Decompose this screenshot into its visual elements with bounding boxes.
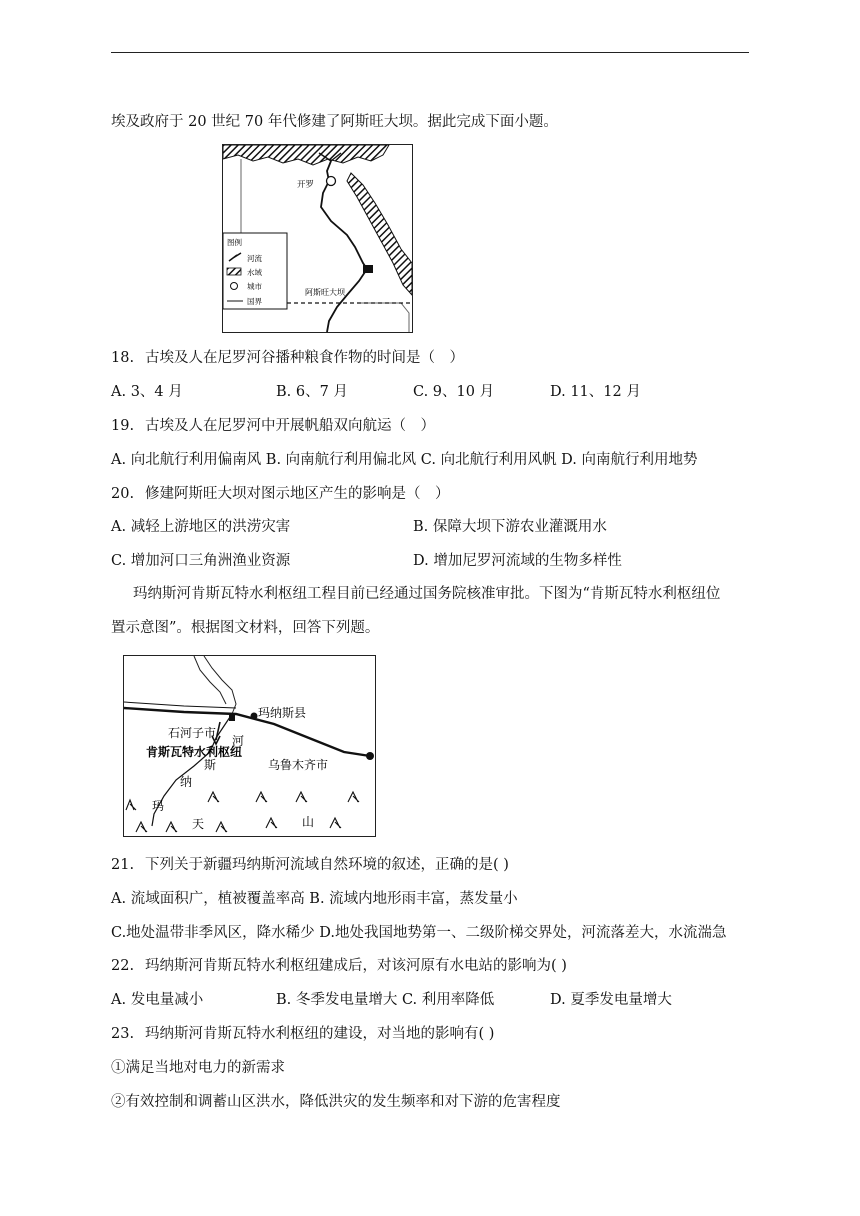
q23-statement-1: ①满足当地对电力的新需求 [111, 1060, 285, 1076]
legend-city: 城市 [247, 282, 262, 291]
mountain-char-shan: 山 [302, 815, 315, 829]
manas-map-svg [124, 656, 375, 836]
q20-text: 修建阿斯旺大坝对图示地区产生的影响是（ ） [145, 486, 450, 502]
legend-border: 国界 [247, 297, 262, 306]
mountain-char-tian: 天 [192, 817, 205, 831]
legend-city-icon [231, 283, 238, 290]
river-char-si: 斯 [204, 758, 217, 772]
intro-text-1: 埃及政府于 20 世纪 70 年代修建了阿斯旺大坝。据此完成下面小题。 [111, 114, 558, 130]
q20-number: 20. [111, 486, 135, 502]
legend-water-icon [227, 268, 241, 275]
q18-option-b: B. 6、7 月 [276, 384, 348, 400]
q18-option-c: C. 9、10 月 [413, 384, 495, 400]
q18-option-d: D. 11、12 月 [550, 384, 641, 400]
q19-options: A. 向北航行利用偏南风 B. 向南航行利用偏北风 C. 向北航行利用风帆 D. 向南航行利用地势 [111, 452, 698, 468]
urumqi-label: 乌鲁木齐市 [268, 758, 329, 772]
kensiwate-hub-label: 肯斯瓦特水利枢纽 [146, 745, 243, 759]
river-char-na: 纳 [180, 775, 193, 789]
q20-option-a: A. 减轻上游地区的洪涝灾害 [111, 519, 291, 535]
q22-text: 玛纳斯河肯斯瓦特水利枢纽建成后，对该河原有水电站的影响为( ) [145, 958, 567, 974]
q20-stem [111, 484, 450, 504]
aswan-dam-label: 阿斯旺大坝 [305, 288, 345, 297]
cairo-label: 开罗 [297, 180, 315, 190]
q18-text: 古埃及人在尼罗河谷播种粮食作物的时间是（ ） [145, 350, 464, 366]
intro-text-2-line-1: 玛纳斯河肯斯瓦特水利枢纽工程目前已经通过国务院核准审批。下图为“肯斯瓦特水利枢纽位 [133, 586, 721, 602]
q21-number: 21. [111, 857, 135, 873]
river-char-ma: 玛 [152, 799, 165, 813]
shihezi-label: 石河子市 [168, 726, 217, 740]
aswan-dam-marker [363, 265, 373, 273]
q21-text: 下列关于新疆玛纳斯河流域自然环境的叙述，正确的是( ) [145, 857, 509, 873]
nile-map-svg [223, 145, 412, 332]
q18-option-a: A. 3、4 月 [111, 384, 183, 400]
shihezi-city-marker [229, 715, 235, 721]
legend-title: 图例 [227, 238, 242, 247]
q21-options-line-2: C.地处温带非季风区，降水稀少 D.地处我国地势第一、二级阶梯交界处，河流落差大，水流湍急 [111, 925, 727, 941]
nile-map [222, 144, 413, 333]
q20-option-d: D. 增加尼罗河流域的生物多样性 [413, 553, 622, 569]
manas-county-label: 玛纳斯县 [258, 706, 307, 720]
manas-map [123, 655, 376, 837]
q22-option-bc: B. 冬季发电量增大 C. 利用率降低 [276, 992, 495, 1008]
q22-stem [111, 956, 567, 976]
urumqi-city-marker [366, 752, 374, 760]
q18-stem [111, 348, 464, 368]
q19-number: 19. [111, 418, 135, 434]
legend-river: 河流 [247, 254, 262, 263]
q19-stem [111, 416, 435, 436]
cairo-city-marker [327, 177, 336, 186]
q21-stem [111, 855, 509, 875]
q19-text: 古埃及人在尼罗河中开展帆船双向航运（ ） [145, 418, 435, 434]
q20-option-b: B. 保障大坝下游农业灌溉用水 [413, 519, 607, 535]
q22-option-a: A. 发电量减小 [111, 992, 204, 1008]
manas-county-marker [251, 713, 258, 720]
legend-water: 水域 [247, 268, 262, 277]
q23-number: 23. [111, 1026, 135, 1042]
river-char-he: 河 [232, 734, 245, 748]
header-rule [111, 52, 749, 53]
q22-option-d: D. 夏季发电量增大 [550, 992, 672, 1008]
q23-statement-2: ②有效控制和调蓄山区洪水，降低洪灾的发生频率和对下游的危害程度 [111, 1094, 561, 1110]
q20-option-c: C. 增加河口三角洲渔业资源 [111, 553, 291, 569]
q22-number: 22. [111, 958, 135, 974]
q21-options-line-1: A. 流域面积广，植被覆盖率高 B. 流域内地形雨丰富，蒸发量小 [111, 891, 518, 907]
q23-stem [111, 1024, 494, 1044]
q18-number: 18. [111, 350, 135, 366]
intro-text-2-line-2: 置示意图”。根据图文材料，回答下列题。 [111, 620, 380, 636]
q23-text: 玛纳斯河肯斯瓦特水利枢纽的建设，对当地的影响有( ) [145, 1026, 495, 1042]
